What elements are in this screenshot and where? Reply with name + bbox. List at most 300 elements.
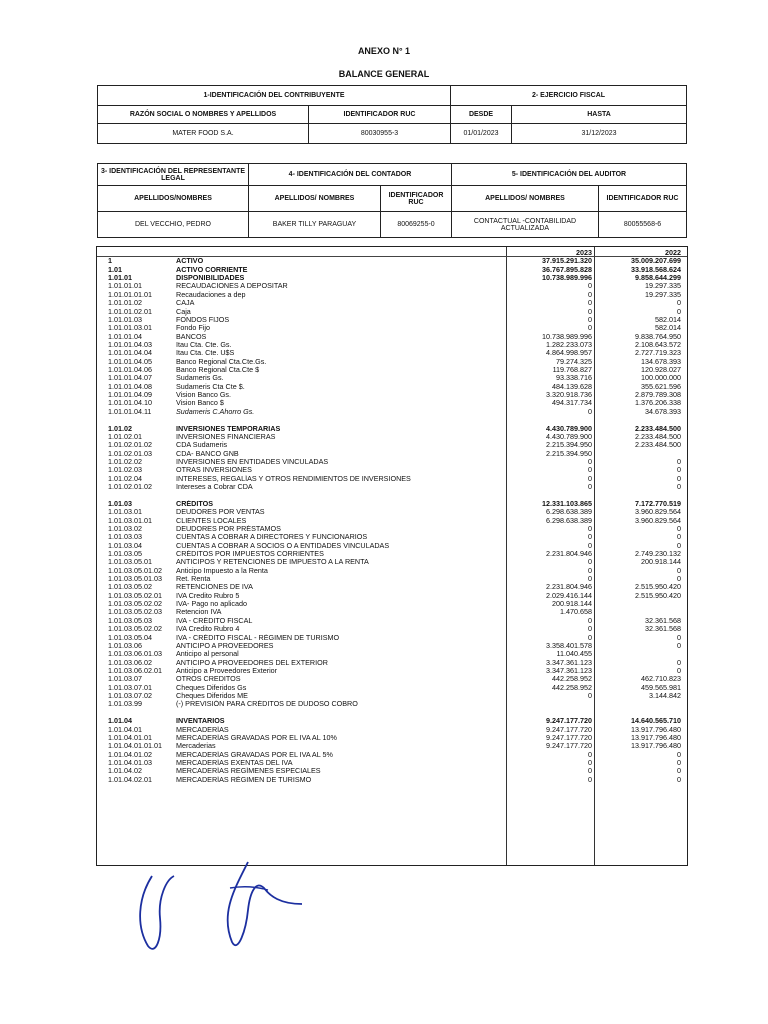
account-code: 1.01.02.01.02 <box>108 440 152 450</box>
from-header: DESDE <box>451 106 512 124</box>
account-description: ACTIVO CORRIENTE <box>176 265 248 274</box>
ledger-row <box>97 291 687 299</box>
value-2023: 3.347.361.123 <box>546 657 592 667</box>
ledger-row <box>97 625 687 633</box>
value-2023: 79.274.325 <box>556 356 592 366</box>
account-description: IVA- Pago no aplicado <box>176 600 247 609</box>
account-code: 1.01.03.03 <box>108 532 142 542</box>
value-2023: 0 <box>588 774 592 784</box>
value-2023: 442.258.952 <box>552 682 592 692</box>
account-description: MERCADERÍAS <box>176 725 229 734</box>
account-code: 1.01.02.01.02 <box>108 482 152 492</box>
account-description: DEUDORES POR VENTAS <box>176 508 265 517</box>
ledger-row <box>97 751 687 759</box>
taxpayer-name: MATER FOOD S.A. <box>98 124 309 144</box>
value-2023: 9.247.177.720 <box>546 732 592 742</box>
ledger-row <box>97 742 687 750</box>
taxpayer-section-header: 1-IDENTIFICACIÓN DEL CONTRIBUYENTE <box>98 86 451 106</box>
ledger-row <box>97 399 687 407</box>
value-2022: 0 <box>677 473 681 483</box>
account-description: MERCADERÍAS GRAVADAS POR EL IVA AL 5% <box>176 750 333 759</box>
account-description: Anticipo al personal <box>176 650 239 659</box>
account-code: 1.01.01.03.01 <box>108 323 152 333</box>
ledger-row <box>97 458 687 466</box>
account-description: Intereses a Cobrar CDA <box>176 483 253 492</box>
account-code: 1.01.03.07 <box>108 674 142 684</box>
account-code: 1.01.03.05.02.02 <box>108 624 162 634</box>
account-code: 1.01.04.01.02 <box>108 749 152 759</box>
value-2023: 10.738.989.996 <box>542 331 592 341</box>
account-code: 1.01.03.01 <box>108 507 142 517</box>
value-2022: 200.918.144 <box>641 557 681 567</box>
account-description: INTERESES, REGALÍAS Y OTROS RENDIMIENTOS DE INVERSIONES <box>176 474 411 483</box>
accountant-ruc: 80069255-0 <box>381 212 452 238</box>
account-code: 1.01.04.01.01 <box>108 732 152 742</box>
value-2023: 0 <box>588 482 592 492</box>
ledger-row <box>97 592 687 600</box>
account-code: 1.01.01.01.01 <box>108 289 152 299</box>
account-description: Recaudaciones a dep <box>176 290 246 299</box>
account-code: 1.01.03.05.01 <box>108 557 152 567</box>
value-2023: 0 <box>588 574 592 584</box>
value-2023: 0 <box>588 457 592 466</box>
taxpayer-table <box>97 85 687 144</box>
value-2022: 13.917.796.480 <box>631 724 681 734</box>
account-description: Vision Banco Gs. <box>176 391 232 400</box>
ledger-row <box>97 583 687 591</box>
value-2023: 6.298.638.389 <box>546 515 592 525</box>
account-description: IVA Credito Rubro 5 <box>176 591 240 600</box>
account-description: CDA- BANCO GNB <box>176 449 239 458</box>
value-2023: 3.358.401.578 <box>546 640 592 650</box>
annex-label: ANEXO N° 1 <box>357 46 411 56</box>
value-2023: 0 <box>588 766 592 776</box>
account-description: INVENTARIOS <box>176 717 225 726</box>
ledger-row <box>97 391 687 399</box>
value-2022: 100.000.000 <box>641 373 681 383</box>
value-2023: 484.139.628 <box>552 381 592 391</box>
value-2023: 12.331.103.865 <box>542 498 592 508</box>
value-2022: 462.710.823 <box>641 674 681 684</box>
value-2022: 13.917.796.480 <box>631 732 681 742</box>
account-description: FONDOS FIJOS <box>176 315 230 324</box>
account-description: INVERSIONES FINANCIERAS <box>176 432 276 441</box>
account-code: 1.01.01.04.08 <box>108 381 152 391</box>
account-description: ANTICIPO A PROVEEDORES <box>176 641 274 650</box>
ledger-row <box>97 491 687 499</box>
account-code: 1.01.03.07.02 <box>108 691 152 701</box>
ledger-row <box>97 642 687 650</box>
account-code: 1.01.02.01 <box>108 431 142 441</box>
ledger-row <box>97 734 687 742</box>
value-2023: 1.470.658 <box>560 607 592 617</box>
value-2023: 9.247.177.720 <box>546 716 592 726</box>
account-code: 1.01.03.05.01.02 <box>108 565 162 575</box>
value-2023: 0 <box>588 314 592 324</box>
value-2022: 0 <box>677 482 681 492</box>
value-2023: 0 <box>588 565 592 575</box>
account-code: 1.01.04 <box>108 716 132 726</box>
value-2022: 2022 <box>665 248 681 257</box>
value-2023: 0 <box>588 406 592 416</box>
account-description: RETENCIONES DE IVA <box>176 583 253 592</box>
ledger-row <box>97 500 687 508</box>
value-2022: 14.640.565.710 <box>631 716 681 726</box>
value-2022: 32.361.568 <box>645 624 681 634</box>
account-code: 1.01.01.04.06 <box>108 365 152 375</box>
ledger-row <box>97 567 687 575</box>
value-2023: 0 <box>588 473 592 483</box>
balance-ledger <box>96 246 688 866</box>
account-description: Ret. Renta <box>176 575 211 584</box>
value-2022: 2.515.950.420 <box>635 582 681 592</box>
value-2022: 0 <box>677 523 681 533</box>
ledger-row <box>97 249 687 257</box>
value-2023: 119.768.827 <box>552 365 592 375</box>
value-2023: 2.231.804.946 <box>546 582 592 592</box>
account-description: Cheques Diferidos Gs <box>176 683 247 692</box>
value-2022: 2.233.484.500 <box>635 440 681 450</box>
ledger-row <box>97 617 687 625</box>
account-code: 1.01.04.01.01.01 <box>108 741 162 751</box>
account-code: 1.01.01.02 <box>108 298 142 308</box>
value-2023: 0 <box>588 615 592 625</box>
ledger-row <box>97 366 687 374</box>
ledger-row <box>97 776 687 784</box>
value-2023: 0 <box>588 557 592 567</box>
value-2023: 4.430.789.900 <box>546 431 592 441</box>
account-description: DISPONIBILIDADES <box>176 274 245 283</box>
legal-rep-header: 3- IDENTIFICACIÓN DEL REPRESENTANTE LEGAL <box>98 164 249 186</box>
value-2022: 2.879.789.308 <box>635 390 681 400</box>
account-description: CUENTAS A COBRAR A SOCIOS O A ENTIDADES VINCULADAS <box>176 541 390 550</box>
account-description: ANTICIPOS Y RETENCIONES DE IMPUESTO A LA RENTA <box>176 558 369 567</box>
account-description: Itau Cta. Cte. U$S <box>176 349 235 358</box>
value-2023: 0 <box>588 532 592 542</box>
ledger-row <box>97 299 687 307</box>
ledger-row <box>97 692 687 700</box>
value-2023: 36.767.895.828 <box>542 264 592 274</box>
account-description: BANCOS <box>176 332 207 341</box>
account-description: MERCADERÍAS GRAVADAS POR EL IVA AL 10% <box>176 733 337 742</box>
account-description: Fondo Fijo <box>176 324 210 333</box>
value-2023: 1.282.233.073 <box>546 339 592 349</box>
ledger-row <box>97 341 687 349</box>
account-code: 1.01.01.04.04 <box>108 348 152 358</box>
value-2022: 7.172.770.519 <box>635 498 681 508</box>
ledger-row <box>97 600 687 608</box>
value-2023: 0 <box>588 281 592 291</box>
value-2023: 11.040.455 <box>556 649 592 659</box>
account-description: Caja <box>176 307 191 316</box>
account-code: 1.01.03.05.03 <box>108 615 152 625</box>
value-2022: 0 <box>677 540 681 550</box>
account-code: 1 <box>108 256 112 266</box>
account-description: CRÉDITOS <box>176 499 214 508</box>
ledger-row <box>97 483 687 491</box>
value-2022: 0 <box>677 457 681 466</box>
ledger-row <box>97 441 687 449</box>
ledger-row <box>97 349 687 357</box>
accountant-names-header: APELLIDOS/ NOMBRES <box>249 186 381 212</box>
account-code: 1.01.01.04.03 <box>108 339 152 349</box>
value-2023: 3.347.361.123 <box>546 666 592 675</box>
value-2023: 9.247.177.720 <box>546 741 592 751</box>
accountant-name: BAKER TILLY PARAGUAY <box>249 212 381 238</box>
report-title: BALANCE GENERAL <box>338 69 430 79</box>
ledger-row <box>97 383 687 391</box>
account-description: Vision Banco $ <box>176 399 224 408</box>
value-2022: 0 <box>677 657 681 667</box>
account-code: 1.01.02 <box>108 423 132 433</box>
account-code: 1.01.03.05.02.03 <box>108 607 162 617</box>
value-2022: 9.838.764.950 <box>635 331 681 341</box>
account-description: IVA - CRÉDITO FISCAL <box>176 616 253 625</box>
ledger-row <box>97 416 687 424</box>
account-code: 1.01.03.05 <box>108 548 142 558</box>
value-2022: 33.918.568.624 <box>631 264 681 274</box>
ledger-row <box>97 667 687 675</box>
value-2022: 19.297.335 <box>645 289 681 299</box>
account-code: 1.01.03.05.02.02 <box>108 599 162 609</box>
account-description: MERCADERÍAS RÉGIMEN DE TURISMO <box>176 775 312 784</box>
value-2023: 9.247.177.720 <box>546 724 592 734</box>
signature <box>130 858 330 958</box>
fiscal-section-header: 2- EJERCICIO FISCAL <box>451 86 687 106</box>
value-2023: 0 <box>588 632 592 642</box>
value-2022: 0 <box>677 632 681 642</box>
value-2022: 0 <box>677 565 681 575</box>
value-2023: 0 <box>588 465 592 475</box>
account-code: 1.01.01.04.11 <box>108 406 152 416</box>
value-2023: 2.231.804.946 <box>546 548 592 558</box>
ledger-row <box>97 358 687 366</box>
ledger-row <box>97 684 687 692</box>
account-description: DEUDORES POR PRÉSTAMOS <box>176 524 281 533</box>
ledger-row <box>97 717 687 725</box>
value-2022: 0 <box>677 749 681 759</box>
value-2022: 13.917.796.480 <box>631 741 681 751</box>
account-code: 1.01 <box>108 264 122 274</box>
account-description: Itau Cta. Cte. Gs. <box>176 340 232 349</box>
value-2023: 0 <box>588 523 592 533</box>
value-2023: 3.320.918.736 <box>546 390 592 400</box>
ledger-row <box>97 408 687 416</box>
account-code: 1.01.03.02 <box>108 523 142 533</box>
account-description: Cheques Diferidos ME <box>176 692 248 701</box>
taxpayer-ruc: 80030955-3 <box>309 124 451 144</box>
value-2023: 4.864.998.957 <box>546 348 592 358</box>
ledger-row <box>97 316 687 324</box>
fiscal-to: 31/12/2023 <box>512 124 687 144</box>
value-2023: 200.918.144 <box>552 599 592 609</box>
ledger-row <box>97 726 687 734</box>
value-2022: 2.749.230.132 <box>635 548 681 558</box>
value-2022: 582.014 <box>655 323 681 333</box>
account-code: 1.01.03.07.01 <box>108 682 152 692</box>
accountant-header: 4- IDENTIFICACIÓN DEL CONTADOR <box>249 164 452 186</box>
account-description: Anticipo Impuesto a la Renta <box>176 566 268 575</box>
value-2022: 134.678.393 <box>641 356 681 366</box>
account-code: 1.01.01.04.10 <box>108 398 152 408</box>
account-description: Sudameris C.Ahorro Gs. <box>176 407 255 416</box>
value-2022: 0 <box>677 666 681 675</box>
value-2023: 0 <box>588 306 592 316</box>
ledger-row <box>97 542 687 550</box>
account-code: 1.01.01.04.07 <box>108 373 152 383</box>
ledger-row <box>97 575 687 583</box>
auditor-ruc-header: IDENTIFICADOR RUC <box>599 186 687 212</box>
account-code: 1.01.03.06.01.03 <box>108 649 162 659</box>
value-2023: 2.029.416.144 <box>546 590 592 600</box>
account-code: 1.01.03 <box>108 498 132 508</box>
ledger-row <box>97 675 687 683</box>
account-description: (-) PREVISIÓN PARA CRÉDITOS DE DUDOSO COBRO <box>176 700 358 709</box>
value-2023: 0 <box>588 540 592 550</box>
value-2022: 0 <box>677 298 681 308</box>
ledger-row <box>97 558 687 566</box>
account-code: 1.01.03.05.02 <box>108 582 152 592</box>
value-2022: 0 <box>677 465 681 475</box>
account-description: MERCADERÍAS EXENTAS DEL IVA <box>176 758 293 767</box>
value-2022: 0 <box>677 766 681 776</box>
account-code: 1.01.01.01 <box>108 281 142 291</box>
account-description: CLIENTES LOCALES <box>176 516 247 525</box>
value-2023: 0 <box>588 749 592 759</box>
account-code: 1.01.04.01.03 <box>108 757 152 767</box>
ledger-row <box>97 466 687 474</box>
ledger-row <box>97 282 687 290</box>
account-code: 1.01.03.05.01.03 <box>108 574 162 584</box>
account-code: 1.01.03.99 <box>108 699 142 709</box>
account-description: IVA - CRÉDITO FISCAL - RÉGIMEN DE TURISMO <box>176 633 340 642</box>
account-code: 1.01.01.02.01 <box>108 306 152 316</box>
account-code: 1.01.02.03 <box>108 465 142 475</box>
value-2023: 2.215.394.950 <box>546 448 592 458</box>
value-2023: 2023 <box>576 248 592 257</box>
value-2022: 0 <box>677 532 681 542</box>
name-header: RAZÓN SOCIAL O NOMBRES Y APELLIDOS <box>98 106 309 124</box>
account-code: 1.01.02.02 <box>108 457 142 466</box>
account-description: CUENTAS A COBRAR A DIRECTORES Y FUNCIONARIOS <box>176 533 368 542</box>
account-code: 1.01.01 <box>108 273 132 283</box>
value-2023: 442.258.952 <box>552 674 592 684</box>
ledger-row <box>97 333 687 341</box>
value-2023: 0 <box>588 298 592 308</box>
value-2023: 0 <box>588 691 592 701</box>
value-2023: 4.430.789.900 <box>546 423 592 433</box>
auditor-ruc: 80055568-6 <box>599 212 687 238</box>
value-2022: 34.678.393 <box>645 406 681 416</box>
ledger-row <box>97 374 687 382</box>
account-code: 1.01.03.05.04 <box>108 632 152 642</box>
value-2022: 2.233.484.500 <box>635 423 681 433</box>
account-description: OTRAS INVERSIONES <box>176 466 252 475</box>
account-description: CAJA <box>176 299 195 308</box>
ledger-row <box>97 257 687 265</box>
ledger-row <box>97 324 687 332</box>
account-code: 1.01.02.04 <box>108 473 142 483</box>
ledger-row <box>97 266 687 274</box>
account-description: INVERSIONES EN ENTIDADES VINCULADAS <box>176 458 329 466</box>
account-code: 1.01.03.05.02.01 <box>108 590 162 600</box>
value-2022: 0 <box>677 640 681 650</box>
account-description: Mercaderias <box>176 742 216 751</box>
value-2022: 0 <box>677 574 681 584</box>
account-description: INVERSIONES TEMPORARIAS <box>176 424 281 433</box>
ledger-row <box>97 650 687 658</box>
ledger-row <box>97 308 687 316</box>
value-2023: 2.215.394.950 <box>546 440 592 450</box>
account-code: 1.01.04.02.01 <box>108 774 152 784</box>
ledger-row <box>97 433 687 441</box>
ledger-row <box>97 475 687 483</box>
account-description: OTROS CREDITOS <box>176 675 241 684</box>
account-description: MERCADERÍAS REGÍMENES ESPECIALES <box>176 767 321 776</box>
ledger-row <box>97 517 687 525</box>
account-description: Sudameris Cta Cte $. <box>176 382 245 391</box>
legal-names-header: APELLIDOS/NOMBRES <box>98 186 249 212</box>
auditor-header: 5- IDENTIFICACIÓN DEL AUDITOR <box>452 164 687 186</box>
ledger-row <box>97 550 687 558</box>
value-2022: 3.144.842 <box>649 691 681 701</box>
value-2023: 93.338.716 <box>556 373 592 383</box>
ledger-row <box>97 659 687 667</box>
account-code: 1.01.03.04 <box>108 540 142 550</box>
value-2022: 582.014 <box>655 314 681 324</box>
ledger-row <box>97 525 687 533</box>
value-2022: 120.928.027 <box>641 365 681 375</box>
account-code: 1.01.01.04 <box>108 331 142 341</box>
auditor-name: CONTACTUAL -CONTABILIDAD ACTUALIZADA <box>452 212 599 238</box>
value-2023: 494.317.734 <box>552 398 592 408</box>
ledger-row <box>97 759 687 767</box>
value-2022: 2.515.950.420 <box>635 590 681 600</box>
accountant-ruc-header: IDENTIFICADOR RUC <box>381 186 452 212</box>
value-2023: 37.915.291.320 <box>542 256 592 266</box>
account-code: 1.01.01.03 <box>108 314 142 324</box>
account-code: 1.01.04.01 <box>108 724 142 734</box>
account-description: RECAUDACIONES A DEPOSITAR <box>176 282 288 291</box>
value-2022: 2.233.484.500 <box>635 431 681 441</box>
value-2023: 0 <box>588 624 592 634</box>
account-description: Banco Regional Cta.Cte $ <box>176 366 260 375</box>
value-2022: 35.009.207.699 <box>631 256 681 266</box>
ledger-row <box>97 767 687 775</box>
to-header: HASTA <box>512 106 687 124</box>
ledger-row <box>97 450 687 458</box>
value-2022: 9.858.644.299 <box>635 273 681 283</box>
account-code: 1.01.03.06.02 <box>108 657 152 667</box>
account-code: 1.01.04.02 <box>108 766 142 776</box>
value-2022: 0 <box>677 774 681 784</box>
value-2022: 0 <box>677 757 681 767</box>
value-2022: 32.361.568 <box>645 615 681 625</box>
ledger-row <box>97 634 687 642</box>
value-2022: 19.297.335 <box>645 281 681 291</box>
account-description: Banco Regional Cta.Cte.Gs. <box>176 357 267 366</box>
ledger-row <box>97 709 687 717</box>
account-description: CDA Sudameris <box>176 441 228 450</box>
account-code: 1.01.03.06 <box>108 640 142 650</box>
account-code: 1.01.03.06.02.01 <box>108 666 162 675</box>
value-2022: 2.727.719.323 <box>635 348 681 358</box>
fiscal-from: 01/01/2023 <box>451 124 512 144</box>
ledger-row <box>97 608 687 616</box>
account-description: CRÉDITOS POR IMPUESTOS CORRIENTES <box>176 549 324 558</box>
account-code: 1.01.03.01.01 <box>108 515 152 525</box>
ruc-header: IDENTIFICADOR RUC <box>309 106 451 124</box>
